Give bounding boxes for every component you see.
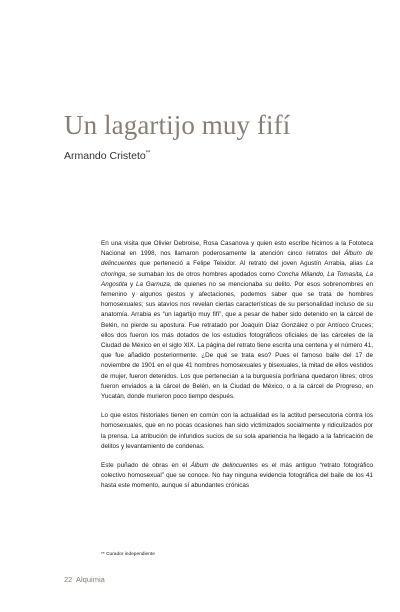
text-run: , de quienes no se mencionaba su delito. Por esos sobrenombres en femenino y algunos gestos y afectaciones, podemos saber que se trata de hombres homosexuales; sus atavíos nos revelan ciertas características de su personalidad incluso de su anatomía. Arrabia es “un lagartijo muy fifí”, que a pesar de haber sido detenido en la cárcel de Belén, no pierde su apostura. Fue retratado por Joaquín Díaz González o por Antíoco Cruces; ellos dos fueron los más dotados de los estudios fotográficos oficiales de las cárceles de la Ciudad de México en el siglo XIX. La página del retrato tiene escrita una centena y el número 41, que fue añadido posteriormente. ¿De qué se trata eso? Pues el famoso baile del 17 de noviembre de 1901 en el que 41 hombres homosexuales y bisexuales, la mitad de ellos vestidos de mujer, fueron detenidos. Los que pertenecían a la burguesía porfiriana quedaron libres; otros fueron enviados a la cárcel de Belén, en la Ciudad de México, o a la cárcel de Progreso, en Yucatán, donde murieron poco tiempo después.: [101, 280, 374, 401]
album-title: Álbum de delincuentes: [101, 250, 373, 268]
footnote: ** Curador independiente: [101, 552, 155, 557]
text-run: En una visita que Olivier Debroise, Rosa Casanova y quien esto escribe hicimos a la Fototeca Nacional en 1998, nos llamaron poderosamente la atención cinco retratos del: [101, 240, 373, 258]
text-run: es el más antiguo “retrato fotográfico colectivo homosexual” que se conoce. No hay ninguna evidencia fotográfica del baile de los 41 hasta este momento, aunque sí abundantes crónicas: [101, 462, 373, 490]
text-run: , se sumaban los de otros hombres apodados como: [125, 270, 278, 278]
text-run: que perteneció a Felipe Teixidor. Al retrato del joven Agustín Arrabia, alias: [136, 260, 366, 268]
page-folio: [64, 575, 105, 584]
alias-name: La Garnuza: [135, 280, 170, 288]
article-body: [101, 239, 373, 492]
author-footnote-mark: **: [145, 150, 151, 157]
article-title: Un lagartijo muy fifí: [64, 110, 291, 140]
album-title: Álbum de delincuentes: [190, 462, 258, 470]
publication-name: Alquimia: [76, 575, 105, 584]
author-line: [64, 150, 150, 162]
text-run: y: [127, 280, 136, 288]
body-paragraph-1: [101, 239, 373, 402]
alias-names: Concha Milando, La Tomasita, La Angostita: [101, 270, 373, 288]
alias-name: La choringa: [101, 260, 373, 278]
body-paragraph-2: Lo que estos historiales tienen en común con la actualidad es la actitud persecutoria contra los homosexuales, que en no pocas ocasiones han sido victimizados socialmente y ridiculizados por la prensa. La atribución de infundios sucios de su sola apariencia ha llegado a la fabricación de delitos y levantamiento de condenas.: [101, 412, 373, 450]
body-paragraph-3: [101, 461, 373, 492]
page-number: 22: [64, 575, 73, 584]
text-run: Este puñado de obras en el: [101, 462, 191, 470]
author-name: Armando Cristeto: [64, 150, 146, 162]
